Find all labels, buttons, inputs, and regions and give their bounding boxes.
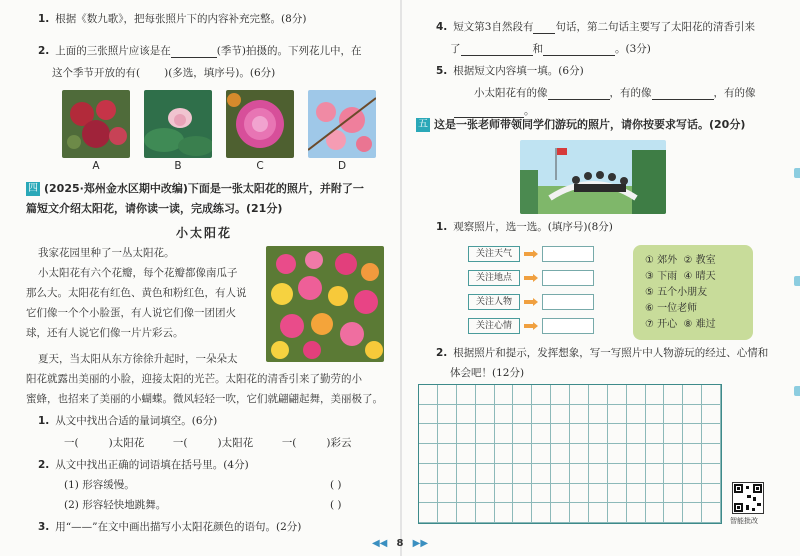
grid-cell[interactable] xyxy=(570,424,589,444)
grid-cell[interactable] xyxy=(419,405,438,425)
grid-cell[interactable] xyxy=(627,405,646,425)
article-title: 小太阳花 xyxy=(176,226,233,240)
grid-cell[interactable] xyxy=(570,484,589,504)
photo-chrysanthemum xyxy=(226,90,294,158)
grid-cell[interactable] xyxy=(627,484,646,504)
grid-cell[interactable] xyxy=(457,424,476,444)
sub-question-5-1: 1. 观察照片，选一选。(填序号)(8分) xyxy=(436,221,613,233)
article-para-3c: 蜜蜂，也招来了美丽的小蝴蝶。微风轻轻一吹，它们就翩翩起舞，美丽极了。 xyxy=(26,393,383,405)
article-para-3b: 阳花就露出美丽的小脸，迎接太阳的光芒。太阳花的清香引来了勤劳的小 xyxy=(26,373,362,385)
grid-cell[interactable] xyxy=(513,385,532,405)
arrow-mood-icon xyxy=(524,322,538,330)
grid-cell[interactable] xyxy=(476,424,495,444)
grid-cell[interactable] xyxy=(438,385,457,405)
question-4-cont: 了 和 。(3分) xyxy=(450,43,651,55)
grid-cell[interactable] xyxy=(419,424,438,444)
arrow-weather-icon xyxy=(524,250,538,258)
section-5-header: 五 这是一张老师带领同学们游玩的照片，请你按要求写话。(20分) xyxy=(418,118,746,131)
prev-page-icon[interactable]: ◀◀ xyxy=(371,538,388,549)
grid-cell[interactable] xyxy=(702,464,721,484)
grid-cell[interactable] xyxy=(476,405,495,425)
grid-cell[interactable] xyxy=(646,405,665,425)
options-row-2: ③ 下雨 ④ 晴天 xyxy=(645,271,716,282)
side-tab-1 xyxy=(794,168,800,178)
sentence-count-blank[interactable] xyxy=(533,22,555,34)
article-para-2: 小太阳花有六个花瓣，每个花瓣都像南瓜子 xyxy=(38,267,238,279)
grid-cell[interactable] xyxy=(419,484,438,504)
article-para-3: 夏天，当太阳从东方徐徐升起时，一朵朵太 xyxy=(38,353,238,365)
grid-cell[interactable] xyxy=(551,484,570,504)
options-row-5: ⑦ 开心 ⑧ 难过 xyxy=(645,319,716,330)
grid-cell[interactable] xyxy=(532,484,551,504)
question-2-cont: 这个季节开放的有( )(多选，填序号)。(6分) xyxy=(52,67,276,79)
grid-cell[interactable] xyxy=(457,484,476,504)
grid-cell[interactable] xyxy=(646,385,665,405)
grid-cell[interactable] xyxy=(513,405,532,425)
grid-cell[interactable] xyxy=(646,484,665,504)
measure-word-row: 一( )太阳花 一( )太阳花 一( )彩云 xyxy=(64,437,352,449)
photo-label-a: A xyxy=(92,160,100,172)
grid-cell[interactable] xyxy=(608,503,627,523)
grid-cell[interactable] xyxy=(495,424,514,444)
grid-cell[interactable] xyxy=(551,464,570,484)
article-para-2c: 它们像一个个小脸蛋，有人说它们像一团团火 xyxy=(26,307,236,319)
answer-box-place[interactable] xyxy=(542,270,594,286)
grid-cell[interactable] xyxy=(608,424,627,444)
sub-question-1: 1. 从文中找出合适的量词填空。(6分) xyxy=(38,415,218,427)
like-blank-3[interactable] xyxy=(454,106,524,118)
grid-cell[interactable] xyxy=(646,464,665,484)
grid-cell[interactable] xyxy=(570,444,589,464)
grid-cell[interactable] xyxy=(702,385,721,405)
grid-cell[interactable] xyxy=(608,464,627,484)
right-page xyxy=(402,0,800,556)
grid-cell[interactable] xyxy=(457,464,476,484)
section-4-badge: 四 xyxy=(28,183,38,194)
grid-cell[interactable] xyxy=(589,484,608,504)
grid-cell[interactable] xyxy=(532,424,551,444)
writing-grid[interactable] xyxy=(418,384,722,524)
side-tab-3 xyxy=(794,386,800,396)
grid-cell[interactable] xyxy=(683,405,702,425)
grid-cell[interactable] xyxy=(513,464,532,484)
grid-cell[interactable] xyxy=(551,503,570,523)
grid-cell[interactable] xyxy=(608,385,627,405)
grid-cell[interactable] xyxy=(646,444,665,464)
grid-cell[interactable] xyxy=(532,503,551,523)
page-number: 8 xyxy=(396,538,404,549)
grid-cell[interactable] xyxy=(551,385,570,405)
attracted-blank-2[interactable] xyxy=(543,44,615,56)
photo-label-c: C xyxy=(256,160,264,172)
options-row-3: ⑤ 五个小朋友 xyxy=(645,287,708,298)
question-5-fill: 小太阳花有的像 ，有的像 ，有的像 xyxy=(474,87,756,99)
tag-weather: 关注天气 xyxy=(468,246,520,262)
grid-cell[interactable] xyxy=(683,503,702,523)
grid-cell[interactable] xyxy=(608,484,627,504)
grid-cell[interactable] xyxy=(627,503,646,523)
grid-cell[interactable] xyxy=(513,424,532,444)
sub-question-3: 3. 用“——”在文中画出描写小太阳花颜色的语句。(2分) xyxy=(38,521,302,533)
grid-cell[interactable] xyxy=(419,444,438,464)
grid-cell[interactable] xyxy=(438,444,457,464)
sub-question-5-2: 2. 根据照片和提示，发挥想象，写一写照片中人物游玩的经过、心情和 xyxy=(436,347,769,359)
grid-cell[interactable] xyxy=(683,385,702,405)
options-row-1: ① 郊外 ② 教室 xyxy=(645,255,716,266)
arrow-place-icon xyxy=(524,274,538,282)
grid-cell[interactable] xyxy=(551,444,570,464)
grid-cell[interactable] xyxy=(627,464,646,484)
grid-cell[interactable] xyxy=(664,503,683,523)
word-item-1: (1) 形容缓慢。 xyxy=(64,479,135,491)
article-para-2d: 球，还有人说它们像一片片彩云。 xyxy=(26,327,184,339)
grid-cell[interactable] xyxy=(589,385,608,405)
grid-cell[interactable] xyxy=(532,405,551,425)
tag-mood: 关注心情 xyxy=(468,318,520,334)
grid-cell[interactable] xyxy=(495,385,514,405)
grid-cell[interactable] xyxy=(570,405,589,425)
grid-cell[interactable] xyxy=(589,503,608,523)
grid-cell[interactable] xyxy=(570,464,589,484)
photo-sun-flowers xyxy=(266,246,384,362)
grid-cell[interactable] xyxy=(683,464,702,484)
grid-cell[interactable] xyxy=(438,503,457,523)
grid-cell[interactable] xyxy=(476,385,495,405)
grid-cell[interactable] xyxy=(702,405,721,425)
grid-cell[interactable] xyxy=(589,464,608,484)
question-5-fill-cont: 。 xyxy=(454,104,535,118)
grid-cell[interactable] xyxy=(457,385,476,405)
grid-cell[interactable] xyxy=(664,444,683,464)
article-para-2b: 那么大。太阳花有红色、黄色和粉红色，有人说 xyxy=(26,287,247,299)
photo-lotus xyxy=(144,90,212,158)
like-blank-2[interactable] xyxy=(652,88,714,100)
photo-peony xyxy=(62,90,130,158)
grid-cell[interactable] xyxy=(438,464,457,484)
options-box xyxy=(633,245,753,340)
grid-cell[interactable] xyxy=(589,444,608,464)
grid-cell[interactable] xyxy=(457,503,476,523)
grid-cell[interactable] xyxy=(513,444,532,464)
grid-cell[interactable] xyxy=(664,464,683,484)
grid-cell[interactable] xyxy=(551,405,570,425)
photo-label-d: D xyxy=(337,160,347,172)
next-page-icon[interactable]: ▶▶ xyxy=(412,538,429,549)
question-4: 4. 短文第3自然段有 句话，第二句话主要写了太阳花的清香引来 xyxy=(436,21,755,33)
grid-cell[interactable] xyxy=(683,424,702,444)
season-blank[interactable] xyxy=(171,46,217,58)
grid-cell[interactable] xyxy=(589,405,608,425)
grid-cell[interactable] xyxy=(476,484,495,504)
sub-question-5-2-cont: 体会吧！(12分) xyxy=(450,367,525,379)
grid-cell[interactable] xyxy=(419,503,438,523)
grid-cell[interactable] xyxy=(702,503,721,523)
grid-cell[interactable] xyxy=(476,464,495,484)
grid-cell[interactable] xyxy=(702,444,721,464)
answer-box-weather[interactable] xyxy=(542,246,594,262)
page-footer xyxy=(360,538,440,549)
word-item-2: (2) 形容轻快地跳舞。 xyxy=(64,499,167,511)
section-4-header: 四 (2025·郑州金水区期中改编)下面是一张太阳花的照片，并附了一 xyxy=(28,182,364,195)
grid-cell[interactable] xyxy=(419,385,438,405)
grid-cell[interactable] xyxy=(438,424,457,444)
tag-place: 关注地点 xyxy=(468,270,520,286)
grid-cell[interactable] xyxy=(627,385,646,405)
side-tab-2 xyxy=(794,276,800,286)
grid-cell[interactable] xyxy=(495,464,514,484)
grid-cell[interactable] xyxy=(664,484,683,504)
grid-cell[interactable] xyxy=(683,444,702,464)
grid-cell[interactable] xyxy=(495,405,514,425)
grid-cell[interactable] xyxy=(646,503,665,523)
grid-cell[interactable] xyxy=(664,385,683,405)
grid-cell[interactable] xyxy=(551,424,570,444)
grid-cell[interactable] xyxy=(513,484,532,504)
question-1: 1. 根据《数九歌》，把每张照片下的内容补充完整。(8分) xyxy=(38,13,307,25)
grid-cell[interactable] xyxy=(683,484,702,504)
grid-cell[interactable] xyxy=(664,405,683,425)
grid-cell[interactable] xyxy=(457,405,476,425)
like-blank-1[interactable] xyxy=(548,88,610,100)
grid-cell[interactable] xyxy=(589,424,608,444)
photo-peach-blossom xyxy=(308,90,376,158)
grid-cell[interactable] xyxy=(608,405,627,425)
qr-label: 智能批改 xyxy=(730,517,758,525)
grid-cell[interactable] xyxy=(608,444,627,464)
word-answer-2[interactable]: ( ) xyxy=(330,499,342,511)
grid-cell[interactable] xyxy=(532,385,551,405)
grid-cell[interactable] xyxy=(476,503,495,523)
word-answer-1[interactable]: ( ) xyxy=(330,479,342,491)
article-para-1: 我家花园里种了一丛太阳花。 xyxy=(38,247,175,259)
question-2: 2. 上面的三张照片应该是在 (季节)拍摄的。下列花儿中，在 xyxy=(38,45,362,57)
grid-cell[interactable] xyxy=(457,444,476,464)
grid-cell[interactable] xyxy=(532,444,551,464)
section-5-badge: 五 xyxy=(418,119,428,130)
grid-cell[interactable] xyxy=(570,503,589,523)
arrow-people-icon xyxy=(524,298,538,306)
grid-cell[interactable] xyxy=(702,424,721,444)
grid-cell[interactable] xyxy=(702,484,721,504)
sub-question-2: 2. 从文中找出正确的词语填在括号里。(4分) xyxy=(38,459,249,471)
photo-class-outing xyxy=(520,140,666,214)
grid-cell[interactable] xyxy=(646,424,665,444)
grid-cell[interactable] xyxy=(513,503,532,523)
grid-cell[interactable] xyxy=(495,444,514,464)
grid-cell[interactable] xyxy=(532,464,551,484)
grid-cell[interactable] xyxy=(438,484,457,504)
grid-cell[interactable] xyxy=(664,424,683,444)
grid-cell[interactable] xyxy=(419,464,438,484)
answer-box-mood[interactable] xyxy=(542,318,594,334)
question-5: 5. 根据短文内容填一填。(6分) xyxy=(436,65,584,77)
options-row-4: ⑥ 一位老师 xyxy=(645,303,698,314)
qr-code[interactable] xyxy=(732,482,764,514)
tag-people: 关注人物 xyxy=(468,294,520,310)
attracted-blank-1[interactable] xyxy=(461,44,533,56)
grid-cell[interactable] xyxy=(627,444,646,464)
grid-cell[interactable] xyxy=(627,424,646,444)
answer-box-people[interactable] xyxy=(542,294,594,310)
grid-cell[interactable] xyxy=(570,385,589,405)
grid-cell[interactable] xyxy=(495,484,514,504)
section-4-header-cont: 篇短文介绍太阳花，请你读一读，完成练习。(21分) xyxy=(26,202,283,215)
grid-cell[interactable] xyxy=(476,444,495,464)
photo-label-b: B xyxy=(174,160,182,172)
grid-cell[interactable] xyxy=(438,405,457,425)
grid-cell[interactable] xyxy=(495,503,514,523)
